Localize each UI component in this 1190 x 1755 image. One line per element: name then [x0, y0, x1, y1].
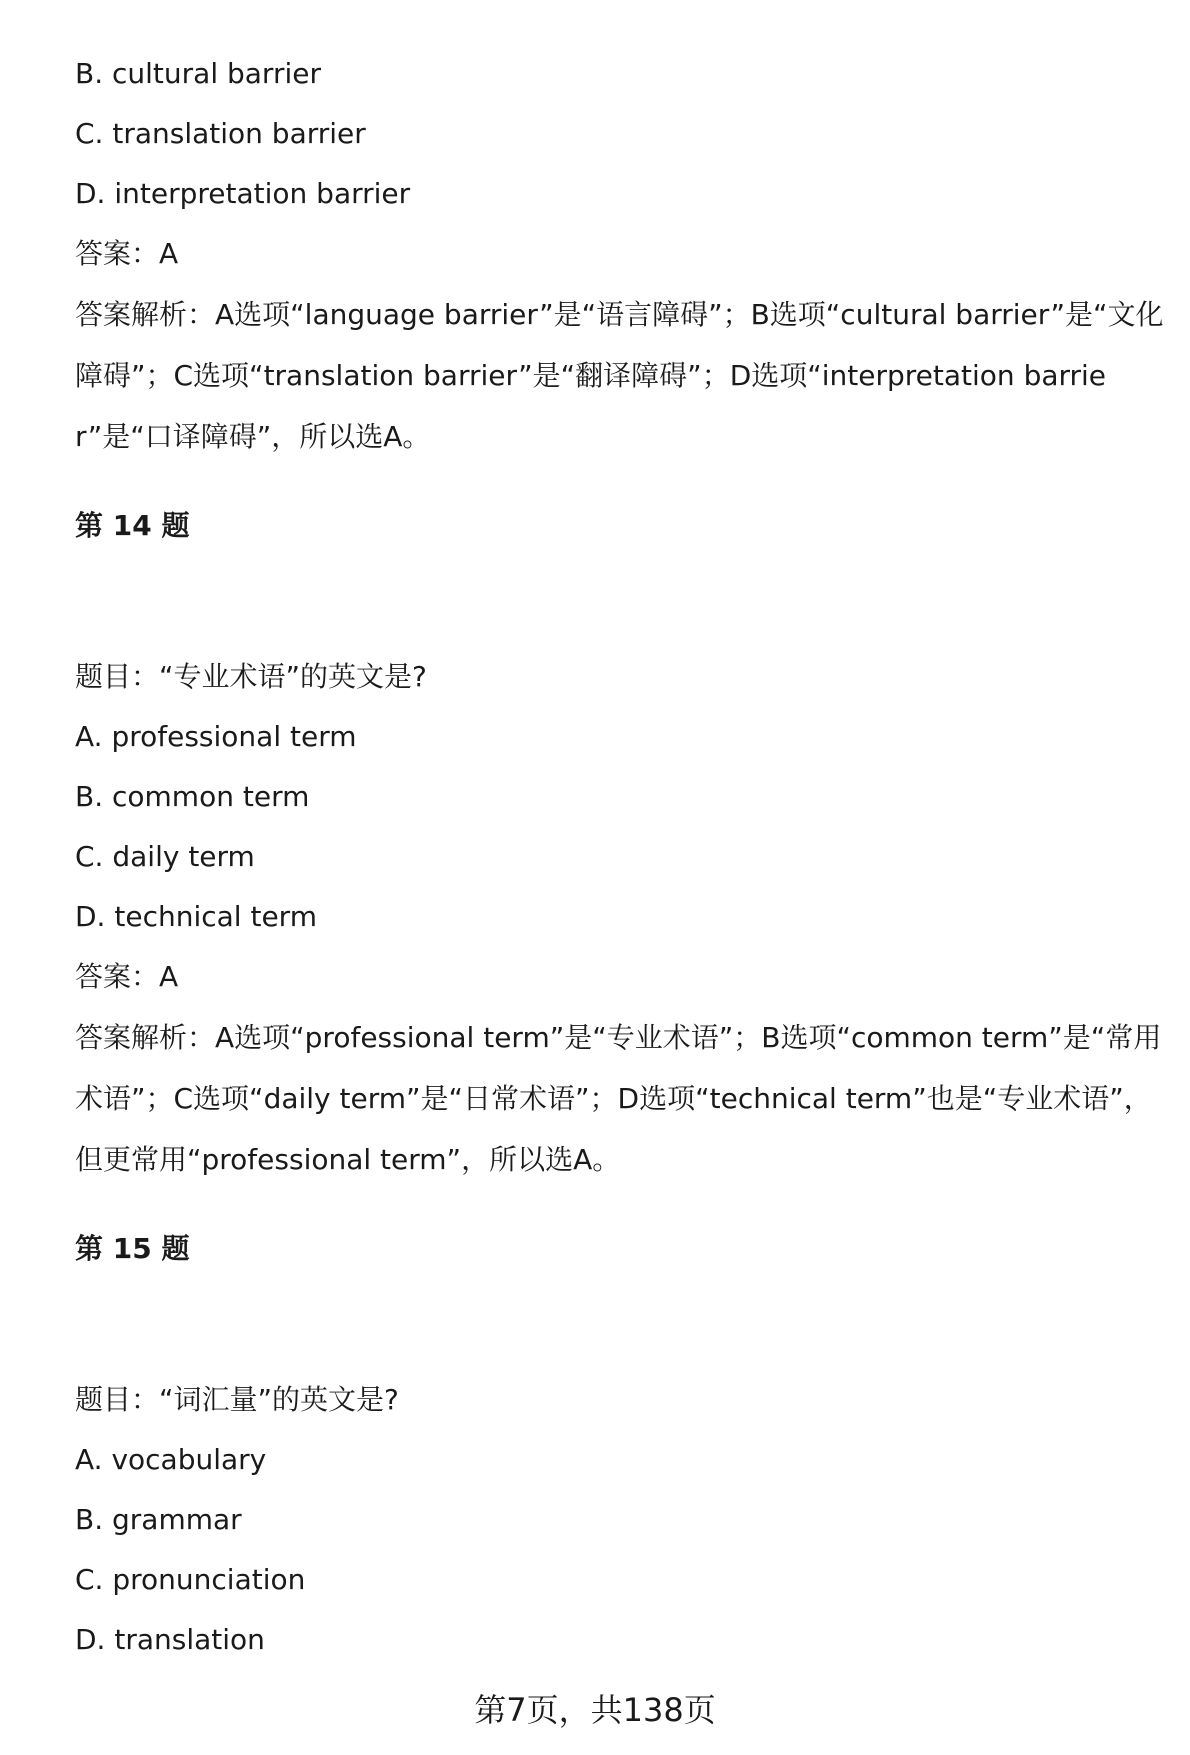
q15-option-a: A. vocabulary	[75, 1443, 267, 1476]
q14-option-b: B. common term	[75, 780, 310, 813]
q14-question: 题目：“专业术语”的英文是?	[75, 660, 427, 693]
q14-option-d: D. technical term	[75, 900, 317, 933]
q14-explanation: 答案解析：A选项“professional term”是“专业术语”；B选项“common term”是“常用术语”；C选项“daily term”是“日常术语”；D选项“technical term”也是“专业术语”，但更常用“professional term”，所以选A。	[75, 1021, 1162, 1176]
q15-heading: 第 15 题	[75, 1232, 190, 1265]
q14-option-c: C. daily term	[75, 840, 255, 873]
page-footer: 第7页，共138页	[474, 1691, 716, 1729]
question-14	[75, 496, 1175, 1190]
q13-option-b: B. cultural barrier	[75, 57, 321, 90]
question-13-tail	[75, 44, 1175, 467]
q13-answer: 答案：A	[75, 237, 179, 270]
q13-option-c: C. translation barrier	[75, 117, 366, 150]
q14-heading: 第 14 题	[75, 509, 190, 542]
question-15	[75, 1219, 1175, 1670]
page-content	[75, 44, 1175, 1670]
q15-option-b: B. grammar	[75, 1503, 242, 1536]
q13-option-d: D. interpretation barrier	[75, 177, 411, 210]
q15-option-d: D. translation	[75, 1623, 265, 1656]
q14-option-a: A. professional term	[75, 720, 357, 753]
q15-option-c: C. pronunciation	[75, 1563, 306, 1596]
q13-explanation: 答案解析：A选项“language barrier”是“语言障碍”；B选项“cultural barrier”是“文化障碍”；C选项“translation barrier”是“翻译障碍”；D选项“interpretation barrier”是“口译障碍”，所以选A。	[75, 298, 1164, 453]
q15-question: 题目：“词汇量”的英文是?	[75, 1383, 399, 1416]
q14-answer: 答案：A	[75, 960, 179, 993]
